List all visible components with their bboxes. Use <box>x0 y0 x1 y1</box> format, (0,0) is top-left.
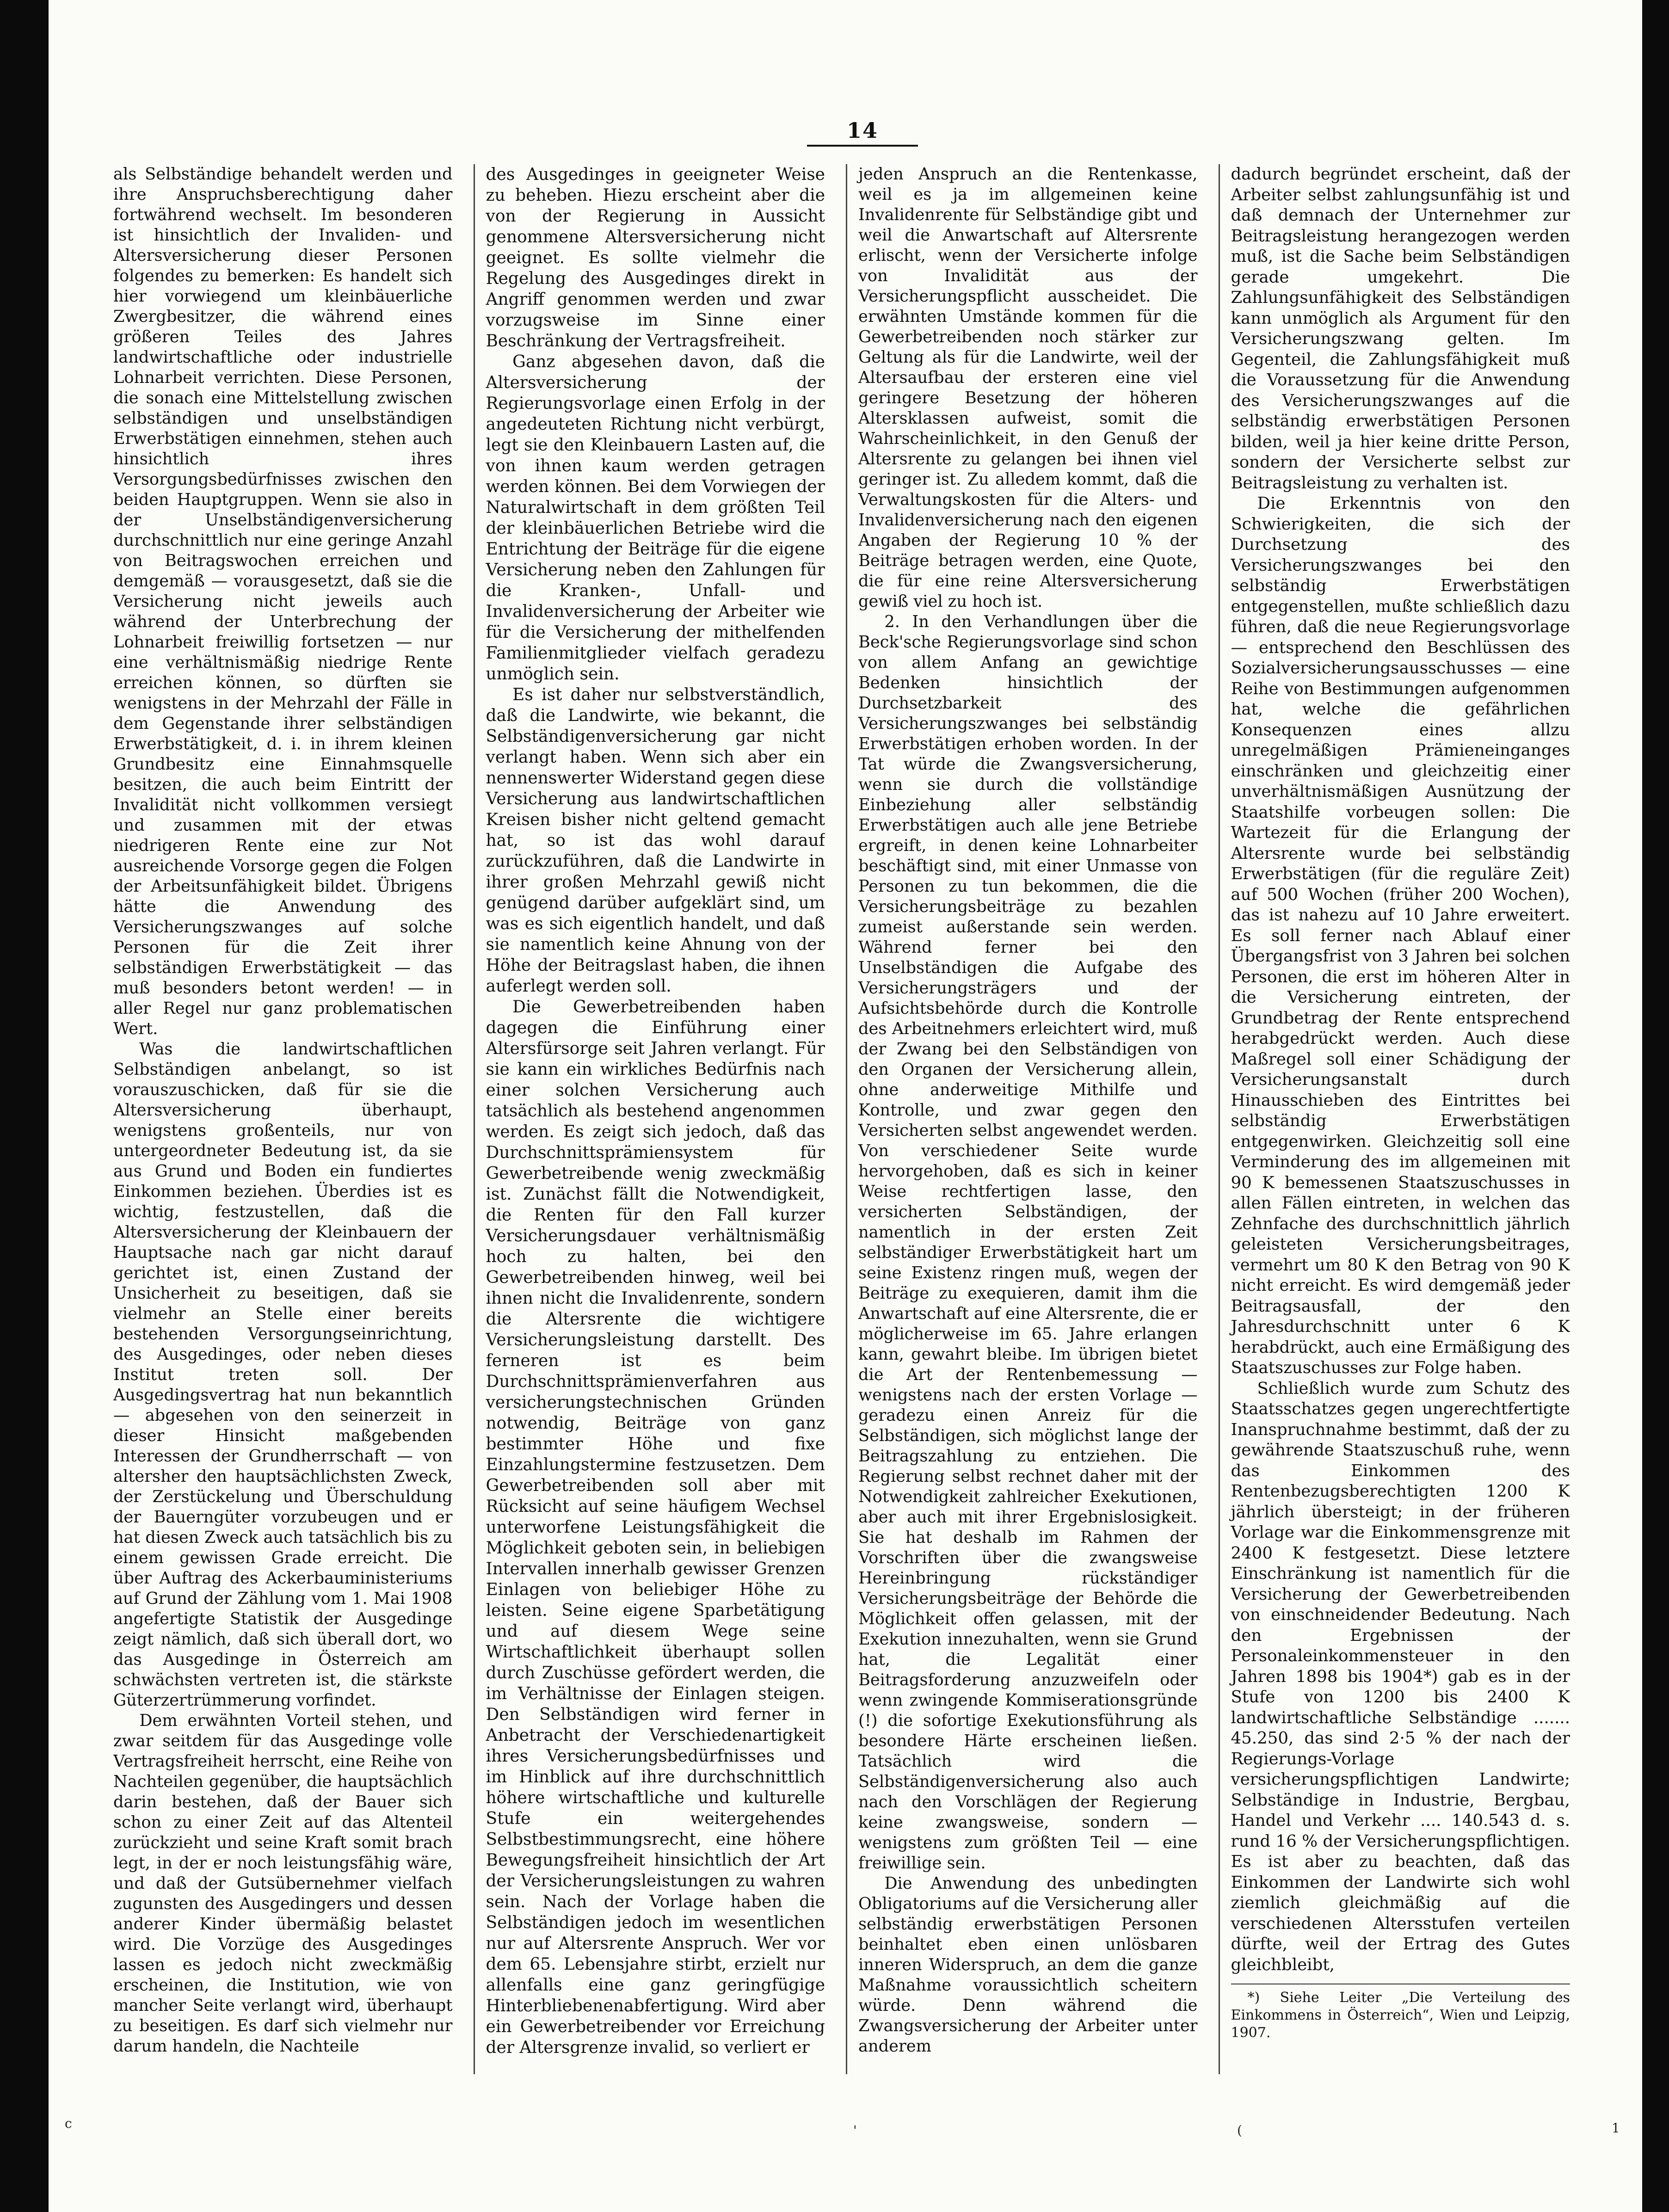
paragraph: Ganz abgesehen davon, daß die Altersversicherung der Regierungsvorlage einen Erfolg in der angedeuteten Richtung nicht verbürgt, legt sie den Kleinbauern Lasten auf, die von ihnen kaum werden getragen werden können. Bei dem Vorwiegen der Naturalwirtschaft in dem größten Teil der kleinbäuerlichen Betriebe wird die Entrichtung der Beiträge für die eigene Versicherung neben den Zahlungen für die Kranken-, Unfall- und Invalidenversicherung der Arbeiter wie für die Versicherung der mithelfenden Familienmitglieder vielfach geradezu unmöglich sein. <box>486 352 825 684</box>
scan-mark: ' <box>853 2123 857 2138</box>
paragraph: Dem erwähnten Vorteil stehen, und zwar seitdem für das Ausgedinge volle Vertragsfreiheit herrscht, eine Reihe von Nachteilen gegenüber, die hauptsächlich darin bestehen, daß der Bauer sich schon zu einer Zeit auf das Altenteil zurückzieht und seine Kraft somit brach legt, in der er noch leistungsfähig wäre, und daß der Gutsübernehmer vielfach zugunsten des Ausgedingers und dessen anderer Kinder übermäßig belastet wird. Die Vorzüge des Ausgedinges lassen es jedoch nicht zweckmäßig erscheinen, die Institution, wie von mancher Seite verlangt wird, überhaupt zu beseitigen. Es darf sich vielmehr nur darum handeln, die Nachteile <box>113 1711 453 2056</box>
footnote: *) Siehe Leiter „Die Verteilung des Einkommens in Österreich“, Wien und Leipzig, 1907. <box>1231 1984 1570 2042</box>
scan-border-left <box>0 0 49 2212</box>
scan-mark: ( <box>1237 2123 1242 2138</box>
paragraph: als Selbständige behandelt werden und ihre Anspruchsberechtigung daher fortwährend wechselt. Im besonderen ist hinsichtlich der Invaliden- und Altersversicherung dieser Personen folgendes zu bemerken: Es handelt sich hier vorwiegend um kleinbäuerliche Zwergbesitzer, die während eines größeren Teiles des Jahres landwirtschaftliche oder industrielle Lohnarbeit verrichten. Diese Personen, die sonach eine Mittelstellung zwischen selbständigen und unselbständigen Erwerbstätigen einnehmen, stehen auch hinsichtlich ihres Versorgungsbedürfnisses zwischen den beiden Hauptgruppen. Wenn sie also in der Unselbständigenversicherung durchschnittlich nur eine geringe Anzahl von Beitragswochen erreichen und demgemäß — vorausgesetzt, daß sie die Versicherung nicht jeweils auch während der Unterbrechung der Lohnarbeit freiwillig fortsetzen — nur eine verhältnismäßig niedrige Rente erreichen können, so dürften sie wenigstens in der Mehrzahl der Fälle in dem Gegenstande ihrer selbständigen Erwerbstätigkeit, d. i. in ihrem kleinen Grundbesitz eine Einnahmsquelle besitzen, die auch beim Eintritt der Invalidität nicht vollkommen versiegt und zusammen mit der etwas niedrigeren Rente eine zur Not ausreichende Vorsorge gegen die Folgen der Arbeitsunfähigkeit bildet. Übrigens hätte die Anwendung des Versicherungszwanges auf solche Personen für die Zeit ihrer selbständigen Erwerbstätigkeit — das muß besonders betont werden! — in aller Regel nur ganz problematischen Wert. <box>113 165 453 1038</box>
paragraph: Es ist daher nur selbstverständlich, daß die Landwirte, wie bekannt, die Selbständigenversicherung gar nicht verlangt haben. Wenn sich aber ein nennenswerter Widerstand gegen diese Versicherung aus landwirtschaftlichen Kreisen bisher nicht geltend gemacht hat, so ist das wohl darauf zurückzuführen, daß die Landwirte in ihrer großen Mehrzahl gewiß nicht genügend darüber aufgeklärt sind, um was es sich eigentlich handelt, und daß sie namentlich keine Ahnung von der Höhe der Beitragslast haben, die ihnen auferlegt werden soll. <box>486 685 825 996</box>
paragraph: Die Erkenntnis von den Schwierigkeiten, die sich der Durchsetzung des Versicherungszwanges bei den selbständig Erwerbstätigen entgegenstellen, mußte schließlich dazu führen, daß die neue Regierungsvorlage — entsprechend den Beschlüssen des Sozialversicherungsausschusses — eine Reihe von Bestimmungen aufgenommen hat, welche die gefährlichen Konsequenzen eines allzu unregelmäßigen Prämieneinganges einschränken und gleichzeitig einer unverhältnismäßigen Ausnützung der Staatshilfe vorbeugen sollen: Die Wartezeit für die Erlangung der Altersrente wurde bei selbständig Erwerbstätigen (für die reguläre Zeit) auf 500 Wochen (früher 200 Wochen), das ist nahezu auf 10 Jahre erweitert. Es soll ferner nach Ablauf einer Übergangsfrist von 3 Jahren bei solchen Personen, die erst im höheren Alter in die Versicherung eintreten, der Grundbetrag der Rente entsprechend herabgedrückt werden. Auch diese Maßregel soll einer Schädigung der Versicherungsanstalt durch Hinausschieben des Eintrittes bei selbständig Erwerbstätigen entgegenwirken. Gleichzeitig soll eine Verminderung des im allgemeinen mit 90 K bemessenen Staatszuschusses in allen Fällen eintreten, in welchen das Zehnfache des durchschnittlich jährlich geleisteten Versicherungsbeitrages, vermehrt um 80 K den Betrag von 90 K nicht erreicht. Es wird demgemäß jeder Beitragsausfall, der den Jahresdurchschnitt unter 6 K herabdrückt, auch eine Ermäßigung des Staatszuschusses zur Folge haben. <box>1231 494 1570 1377</box>
column-4 <box>1219 164 1570 2074</box>
page-number: 14 <box>807 118 918 147</box>
paragraph: Die Anwendung des unbedingten Obligatoriums auf die Versicherung aller selbständig erwerbstätigen Personen beinhaltet eben einen unlösbaren inneren Widerspruch, an dem die ganze Maßnahme voraussichtlich scheitern würde. Denn während die Zwangsversicherung der Arbeiter unter anderem <box>858 1874 1198 2056</box>
scan-border-right <box>1642 0 1669 2212</box>
paragraph: dadurch begründet erscheint, daß der Arbeiter selbst zahlungsunfähig ist und daß demnach der Unternehmer zur Beitragsleistung herangezogen werden muß, ist die Sache beim Selbständigen gerade umgekehrt. Die Zahlungsunfähigkeit des Selbständigen kann unmöglich als Argument für den Versicherungszwang gelten. Im Gegenteil, die Zahlungsfähigkeit muß die Voraussetzung für die Anwendung des Versicherungszwanges auf die selbständig erwerbstätigen Personen bilden, weil ja hier keine dritte Person, sondern der Versicherte selbst zur Beitragsleistung zu verhalten ist. <box>1231 165 1570 493</box>
paragraph: Schließlich wurde zum Schutz des Staatsschatzes gegen ungerechtfertigte Inanspruchnahme bestimmt, daß der zu gewährende Staatszuschuß ruhe, wenn das Einkommen des Rentenbezugsberechtigten 1200 K jährlich übersteigt; in der früheren Vorlage war die Einkommensgrenze mit 2400 K festgesetzt. Diese letztere Einschränkung ist namentlich für die Versicherung der Gewerbetreibenden von einschneidender Bedeutung. Nach den Ergebnissen der Personaleinkommensteuer in den Jahren 1898 bis 1904*) gab es in der Stufe von 1200 bis 2400 K landwirtschaftliche Selbständige ....... 45.250, das sind 2·5 % der nach der Regierungs-Vorlage versicherungspflichtigen Landwirte; Selbständige in Industrie, Bergbau, Handel und Verkehr .... 140.543 d. s. rund 16 % der Versicherungspflichtigen. Es ist aber zu beachten, daß das Einkommen der Landwirte sich wohl ziemlich gleichmäßig auf die verschiedenen Altersstufen verteilen dürfte, weil der Ertrag des Gutes gleichbleibt, <box>1231 1379 1570 1974</box>
column-1 <box>113 164 453 2074</box>
scan-mark: c <box>65 2116 72 2131</box>
text-columns <box>113 164 1570 2074</box>
paragraph: jeden Anspruch an die Rentenkasse, weil es ja im allgemeinen keine Invalidenrente für Selbständige gibt und weil die Anwartschaft auf Altersrente erlischt, wenn der Versicherte infolge von Invalidität aus der Versicherungspflicht ausscheidet. Die erwähnten Umstände kommen für die Gewerbetreibenden noch stärker zur Geltung als für die Landwirte, weil der Altersaufbau der ersteren eine viel geringere Besetzung der höheren Altersklassen aufweist, somit die Wahrscheinlichkeit, in den Genuß der Altersrente zu gelangen bei ihnen viel geringer ist. Zu alledem kommt, daß die Verwaltungskosten für die Alters- und Invalidenversicherung nach den eigenen Angaben der Regierung 10 % der Beiträge betragen werden, eine Quote, die für eine reine Altersversicherung gewiß viel zu hoch ist. <box>858 165 1198 611</box>
paragraph: 2. In den Verhandlungen über die Beck'sche Regierungsvorlage sind schon von allem Anfang an gewichtige Bedenken hinsichtlich der Durchsetzbarkeit des Versicherungszwanges bei selbständig Erwerbstätigen erhoben worden. In der Tat würde die Zwangsversicherung, wenn sie durch die vollständige Einbeziehung aller selbständig Erwerbstätigen auch alle jene Betriebe ergreift, in denen keine Lohnarbeiter beschäftigt sind, mit einer Unmasse von Personen zu tun bekommen, die die Versicherungsbeiträge zu bezahlen zumeist außerstande sein werden. Während ferner bei den Unselbständigen die Aufgabe des Versicherungsträgers und der Aufsichtsbehörde durch die Kontrolle des Arbeitnehmers erleichtert wird, muß der Zwang bei den Selbständigen von den Organen der Versicherung allein, ohne anderweitige Mithilfe und Kontrolle, und zwar gegen den Versicherten selbst angewendet werden. Von verschiedener Seite wurde hervorgehoben, daß es sich in keiner Weise rechtfertigen lasse, den versicherten Selbständigen, der namentlich in der ersten Zeit selbständiger Erwerbstätigkeit hart um seine Existenz ringen muß, wegen der Beiträge zu exequieren, damit ihm die Anwartschaft auf eine Altersrente, die er möglicherweise im 65. Jahre erlangen kann, gewahrt bleibe. Im übrigen bietet die Art der Rentenbemessung — wenigstens nach der ersten Vorlage — geradezu einen Anreiz für die Selbständigen, sich möglichst lange der Beitragszahlung zu entziehen. Die Regierung selbst rechnet daher mit der Notwendigkeit zahlreicher Exekutionen, aber auch mit ihrer Ergebnislosigkeit. Sie hat deshalb im Rahmen der Vorschriften über die zwangsweise Hereinbringung rückständiger Versicherungsbeiträge der Behörde die Möglichkeit offen gelassen, mit der Exekution innezuhalten, wenn sie Grund hat, die Legalität einer Beitragsforderung anzuzweifeln oder wenn zwingende Kommiserationsgründe (!) die sofortige Exekutionsführung als besondere Härte erscheinen ließen. Tatsächlich wird die Selbständigenversicherung also auch nach den Vorschlägen der Regierung keine zwangsweise, sondern — wenigstens zum größten Teil — eine freiwillige sein. <box>858 612 1198 1873</box>
paragraph: des Ausgedinges in geeigneter Weise zu beheben. Hiezu erscheint aber die von der Regierung in Aussicht genommene Altersversicherung nicht geeignet. Es sollte vielmehr die Regelung des Ausgedinges direkt in Angriff genommen werden und zwar vorzugsweise im Sinne einer Beschränkung der Vertragsfreiheit. <box>486 165 825 351</box>
paragraph: Was die landwirtschaftlichen Selbständigen anbelangt, so ist vorauszuschicken, daß für sie die Altersversicherung überhaupt, wenigstens großenteils, nur von untergeordneter Bedeutung ist, da sie aus Grund und Boden ein fundiertes Einkommen beziehen. Überdies ist es wichtig, festzustellen, daß die Altersversicherung der Kleinbauern der Hauptsache nach gar nicht darauf gerichtet ist, einen Zustand der Unsicherheit zu beseitigen, daß sie vielmehr an Stelle einer bereits bestehenden Versorgungseinrichtung, des Ausgedinges, oder neben dieses Institut treten soll. Der Ausgedingsvertrag hat nun bekanntlich — abgesehen von den seinerzeit in dieser Hinsicht maßgebenden Interessen der Grundherrschaft — von altersher den hauptsächlichsten Zweck, der Zerstückelung und Überschuldung der Bauerngüter vorzubeugen und er hat diesen Zweck auch tatsächlich bis zu einem gewissen Grade erreicht. Die über Auftrag des Ackerbauministeriums auf Grund der Zählung vom 1. Mai 1908 angefertigte Statistik der Ausgedinge zeigt nämlich, daß sich überall dort, wo das Ausgedinge in Österreich am schwächsten vertreten ist, die stärkste Güterzertrümmerung vorfindet. <box>113 1040 453 1710</box>
paragraph: Die Gewerbetreibenden haben dagegen die Einführung einer Altersfürsorge seit Jahren verlangt. Für sie kann ein wirkliches Bedürfnis nach einer solchen Versicherung auch tatsächlich als bestehend angenommen werden. Es zeigt sich jedoch, daß das Durchschnittsprämiensystem für Gewerbetreibende wenig zweckmäßig ist. Zunächst fällt die Notwendigkeit, die Renten für den Fall kurzer Versicherungsdauer verhältnismäßig hoch zu halten, bei den Gewerbetreibenden hinweg, weil bei ihnen nicht die Invalidenrente, sondern die Altersrente die wichtigere Versicherungsleistung darstellt. Des ferneren ist es beim Durchschnittsprämienverfahren aus versicherungstechnischen Gründen notwendig, Beiträge von ganz bestimmter Höhe und fixe Einzahlungstermine festzusetzen. Dem Gewerbetreibenden soll aber mit Rücksicht auf seine häufigem Wechsel unterworfene Leistungsfähigkeit die Möglichkeit geboten sein, in beliebigen Intervallen innerhalb gewisser Grenzen Einlagen von beliebiger Höhe zu leisten. Seine eigene Sparbetätigung und auf diesem Wege seine Wirtschaftlichkeit überhaupt sollen durch Zuschüsse gefördert werden, die im Verhältnisse der Einlagen steigen. Den Selbständigen wird ferner in Anbetracht der Verschiedenartigkeit ihres Versicherungsbedürfnisses und im Hinblick auf ihre durchschnittlich höhere wirtschaftliche und kulturelle Stufe ein weitergehendes Selbstbestimmungsrecht, eine höhere Bewegungsfreiheit hinsichtlich der Art der Versicherungsleistungen zu wahren sein. Nach der Vorlage haben die Selbständigen jedoch im wesentlichen nur auf Altersrente Anspruch. Wer vor dem 65. Lebensjahre stirbt, erzielt nur allenfalls eine ganz geringfügige Hinterbliebenenabfertigung. Wird aber ein Gewerbetreibender vor Erreichung der Altersgrenze invalid, so verliert er <box>486 998 825 2057</box>
scan-mark: 1 <box>1612 2120 1620 2136</box>
newspaper-page <box>49 0 1642 2212</box>
column-2 <box>474 164 825 2074</box>
column-3 <box>846 164 1198 2074</box>
